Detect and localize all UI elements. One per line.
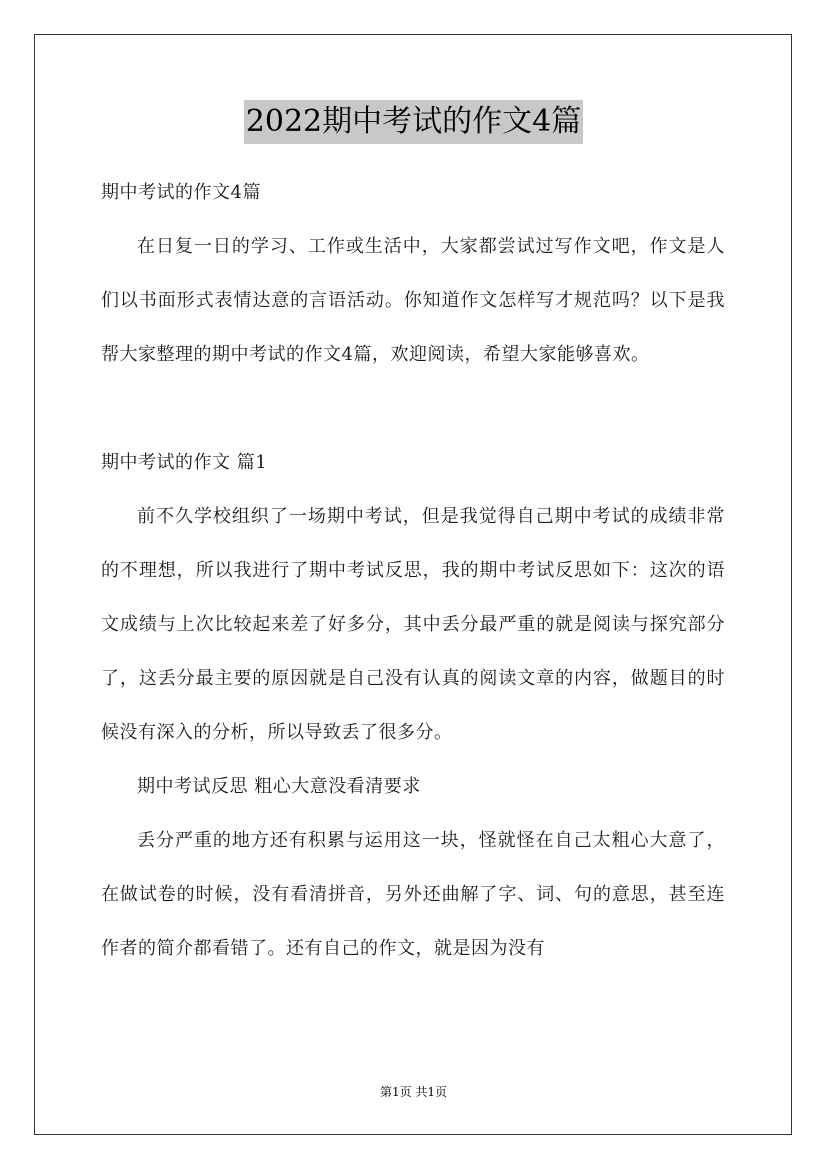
body-paragraph: 丢分严重的地方还有积累与运用这一块，怪就怪在自己太粗心大意了，在做试卷的时候，没有看清拼音，另外还曲解了字、词、句的意思，甚至连作者的简介都看错了。还有自己的作文，就是因为没有 xyxy=(101,830,725,959)
section-subheading: 期中考试反思 粗心大意没看清要求 xyxy=(137,776,421,797)
document-subtitle: 期中考试的作文4篇 xyxy=(101,182,261,203)
document-title: 2022期中考试的作文4篇 xyxy=(244,100,583,144)
section-heading: 期中考试的作文 篇1 xyxy=(101,452,268,473)
intro-paragraph: 在日复一日的学习、工作或生活中，大家都尝试过写作文吧，作文是人们以书面形式表情达意的言语活动。你知道作文怎样写才规范吗？以下是我帮大家整理的期中考试的作文4篇，欢迎阅读，希望大家能够喜欢。 xyxy=(101,236,725,365)
page-footer: 第1页 共1页 xyxy=(379,1085,448,1099)
title-container xyxy=(0,100,827,144)
document-body xyxy=(101,166,725,976)
body-paragraph: 前不久学校组织了一场期中考试，但是我觉得自己期中考试的成绩非常的不理想，所以我进行了期中考试反思，我的期中考试反思如下：这次的语文成绩与上次比较起来差了好多分，其中丢分最严重的就是阅读与探究部分了，这丢分最主要的原因就是自己没有认真的阅读文章的内容，做题目的时候没有深入的分析，所以导致丢了很多分。 xyxy=(101,506,725,743)
paragraph-gap xyxy=(101,382,725,436)
